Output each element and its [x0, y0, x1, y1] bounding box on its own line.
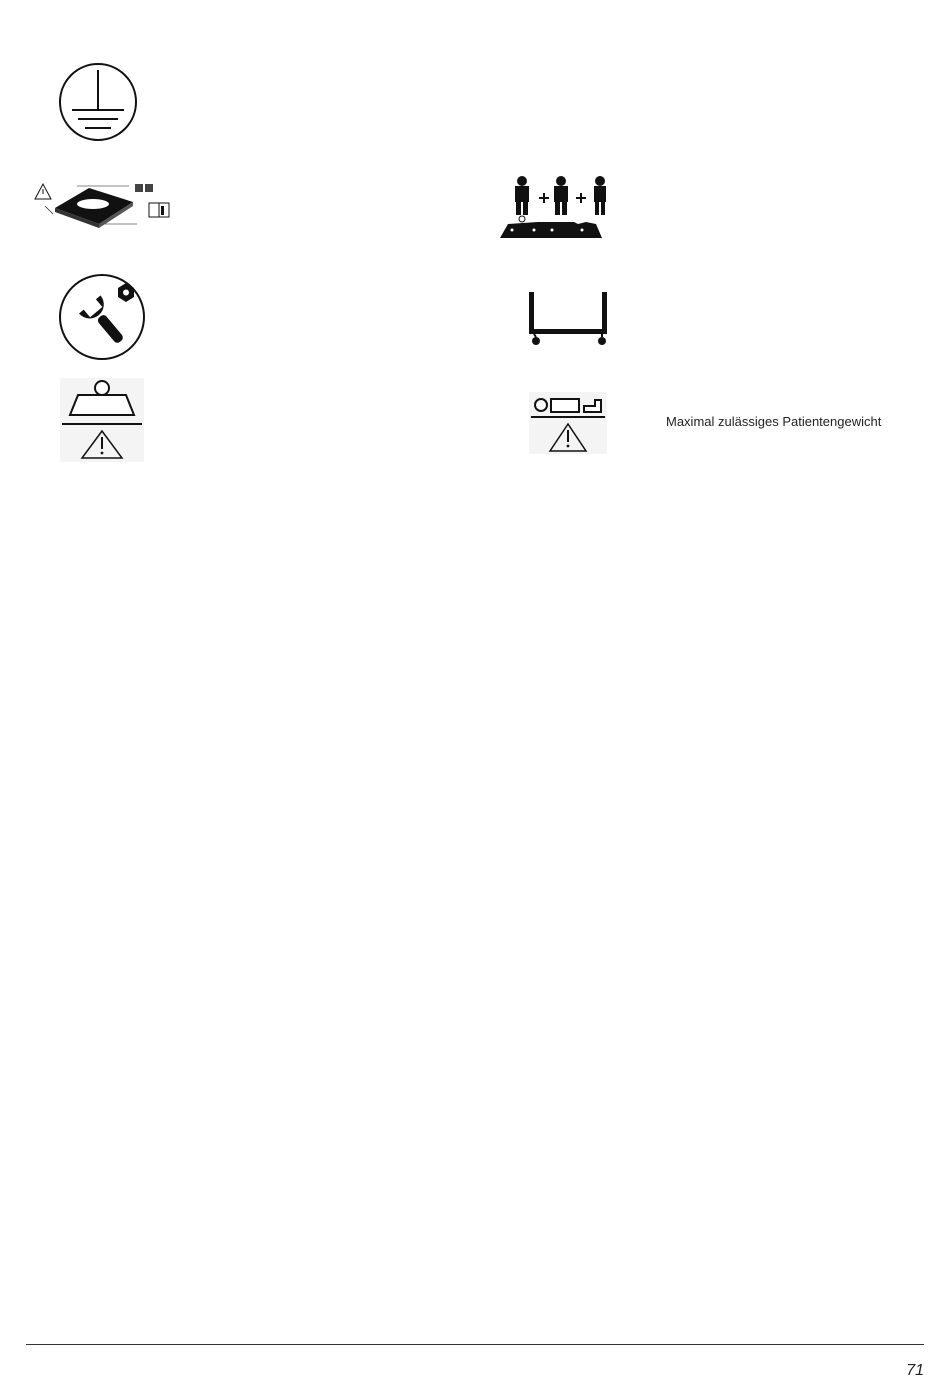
footer-divider	[26, 1344, 924, 1345]
page-number: 71	[906, 1362, 924, 1379]
safe-working-load-warning-icon	[60, 378, 144, 462]
service-wrench-icon	[58, 274, 146, 360]
three-person-lift-icon	[498, 174, 616, 240]
max-patient-weight-warning-icon	[529, 392, 607, 454]
max-patient-weight-caption: Maximal zulässiges Patientengewicht	[666, 414, 882, 429]
protective-earth-icon	[58, 62, 138, 142]
mattress-dimensions-warning-icon	[33, 180, 173, 232]
bed-frame-casters-icon	[526, 290, 610, 346]
